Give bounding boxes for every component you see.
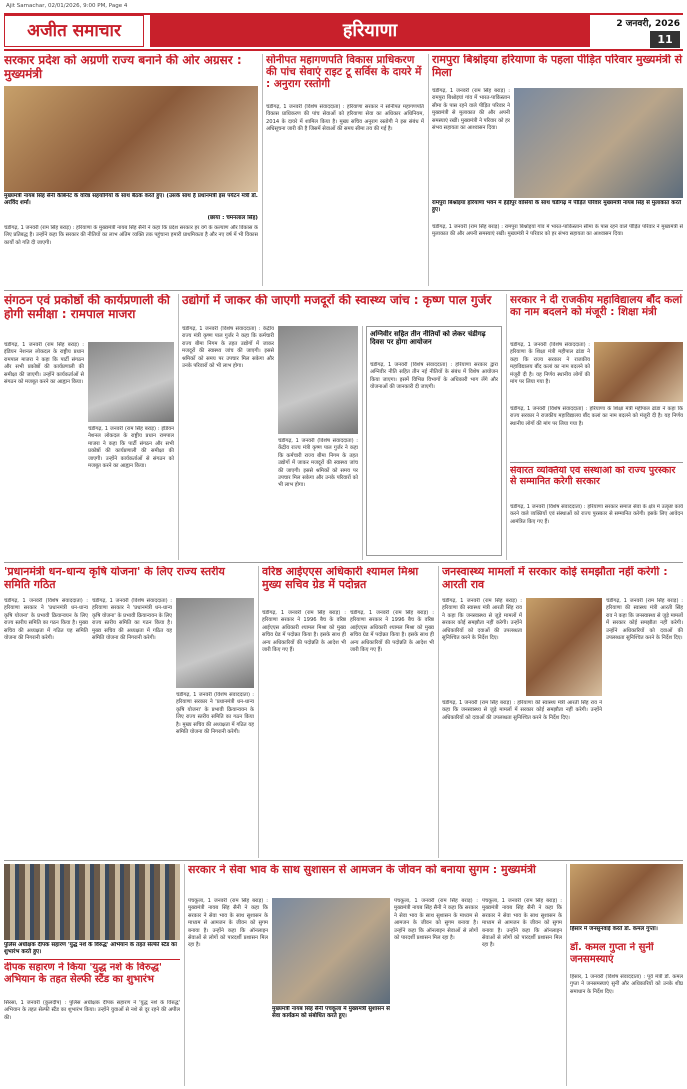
headline-s8: सेवारत व्यक्तियों एवं संस्थाओं को राज्य पुरस्कार से सम्मानित करेगी सरकार [510,466,676,487]
photo-s13 [4,864,180,940]
body-s7: चंडीगढ़, 1 जनवरी (विशेष संवाददाता) : हरियाणा सरकार द्वारा अग्निवीर नीति सहित तीन नई नीतियों के संबंध में विशेष आयोजन किया जाएगा। इसमें विभिन्न विभागों के अधिकारी भाग लेंगे और योजनाओं की जानकारी दी जाएगी। [370,362,498,391]
body-s4-cont: चंडीगढ़, 1 जनवरी (राम सिंह बराड़) : इंडियन नेशनल लोकदल के राष्ट्रीय प्रधान रामपाल माजरा ने कहा कि पार्टी संगठन और सभी प्रकोष्ठों की कार्यप्रणाली की समीक्षा की जाएगी। उन्होंने कार्यकर्ताओं से संगठन को मजबूत करने का आह्वान किया। [88,426,174,470]
story-rule [510,462,683,463]
headline-s2: सोनीपत महागणपति विकास प्राधिकरण की पांच सेवाएं राइट टू सर्विस के दायरे में : अनुराग रस्तोगी [266,54,422,91]
section-rule [4,860,683,861]
body-s14: हिसार, 1 जनवरी (विशेष संवाददाता) : पूर्व मंत्री डॉ. कमल गुप्ता ने जनसमस्याएं सुनीं और अधिकारियों को उनके शीघ्र समाधान के निर्देश दिए। [570,974,683,995]
headline-s1: सरकार प्रदेश को अग्रणी राज्य बनाने की ओर अग्रसर : मुख्यमंत्री [4,54,242,81]
headline-s11: जनस्वास्थ्य मामलों में सरकार कोई समझौता नहीं करेगी : आरती राव [442,566,668,591]
column-rule [566,864,567,1086]
body-s6-cont: चंडीगढ़, 1 जनवरी (विशेष संवाददाता) : हरियाणा के शिक्षा मंत्री महीपाल ढांडा ने कहा कि राज्य सरकार ने राजकीय महाविद्यालय बौंद कलां का नाम बदलने को मंजूरी दी है। यह निर्णय स्थानीय लोगों की मांग पर लिया गया है। [510,406,683,427]
column-rule [262,54,263,286]
column-rule [438,566,439,858]
body-s3-cont: चंडीगढ़, 1 जनवरी (राम सिंह बराड़) : रामपुरा बिश्नोइयां गांव में भारत-पाकिस्तान सीमा के पास रहने वाले पीड़ित परिवार ने मुख्यमंत्री से मुलाकात की और अपनी समस्याएं रखीं। मुख्यमंत्री ने परिवार को हर संभव सहायता का आश्वासन दिया। [432,224,683,238]
section-rule [4,562,683,563]
headline-s10: वरिष्ठ आईएएस अधिकारी श्यामल मिश्रा मुख्य सचिव ग्रेड में पदोन्नत [262,566,419,591]
body-s9: चंडीगढ़, 1 जनवरी (विशेष संवाददाता) : हरियाणा सरकार ने 'प्रधानमंत्री धन-धान्य कृषि योजना' के प्रभावी क्रियान्वयन के लिए राज्य स्तरीय समिति का गठन किया है। मुख्य सचिव की अध्यक्षता में गठित यह समिति योजना की निगरानी करेगी। [4,598,88,642]
body-s5: चंडीगढ़, 1 जनवरी (विशेष संवाददाता) : केंद्रीय राज्य मंत्री कृष्ण पाल गुर्जर ने कहा कि कर्मचारी राज्य बीमा निगम के तहत उद्योगों में जाकर मजदूरों की स्वास्थ्य जांच की जाएगी। इससे श्रमिकों को समय पर उपचार मिल सकेगा और उनके परिवारों को भी लाभ होगा। [182,326,274,370]
photo-s12 [272,898,390,1004]
body-s9-cont: चंडीगढ़, 1 जनवरी (विशेष संवाददाता) : हरियाणा सरकार ने 'प्रधानमंत्री धन-धान्य कृषि योजना' के प्रभावी क्रियान्वयन के लिए राज्य स्तरीय समिति का गठन किया है। मुख्य सचिव की अध्यक्षता में गठित यह समिति योजना की निगरानी करेगी। [92,598,172,642]
headline-s13: दीपक सहारण ने किया 'युद्ध नशे के विरुद्ध' अभियान के तहत सेल्फी स्टैंड का शुभारंभ [4,962,162,985]
caption-s13: पुलिस अधीक्षक दीपक सहारण 'युद्ध नशे के विरुद्ध' अभियान के तहत सेल्फी स्टैंड का शुभारंभ करते हुए। [4,942,177,955]
page-number: 11 [650,31,680,48]
body-s6: चंडीगढ़, 1 जनवरी (विशेष संवाददाता) : हरियाणा के शिक्षा मंत्री महीपाल ढांडा ने कहा कि राज्य सरकार ने राजकीय महाविद्यालय बौंद कलां का नाम बदलने को मंजूरी दी है। यह निर्णय स्थानीय लोगों की मांग पर लिया गया है। [510,342,590,386]
headline-s6: सरकार ने दी राजकीय महाविद्यालय बौंद कलां का नाम बदलने को मंजूरी : शिक्षा मंत्री [510,294,683,319]
accent-rule [4,959,180,960]
headline-s3: रामपुरा बिश्नोइया हरियाणा के पहला पीड़ित परिवार मुख्यमंत्री से मिला [432,54,683,79]
section-title: हरियाणा [150,15,590,47]
column-rule [258,566,259,858]
body-s13: सिरसा, 1 जनवरी (कुलदीप) : पुलिस अधीक्षक दीपक सहारण ने 'युद्ध नशे के विरुद्ध' अभियान के तहत सेल्फी स्टैंड का शुभारंभ किया। उन्होंने युवाओं से नशे से दूर रहने की अपील की। [4,1000,180,1021]
photo-s1 [4,86,258,192]
section-rule [4,290,683,291]
headline-s5: उद्योगों में जाकर की जाएगी मजदूरों की स्वास्थ्य जांच : कृष्ण पाल गुर्जर [182,294,492,307]
photo-credit-s1: (छाया : चमनलाल सिंह) [207,215,258,221]
body-s5-cont: चंडीगढ़, 1 जनवरी (विशेष संवाददाता) : केंद्रीय राज्य मंत्री कृष्ण पाल गुर्जर ने कहा कि कर्मचारी राज्य बीमा निगम के तहत उद्योगों में जाकर मजदूरों की स्वास्थ्य जांच की जाएगी। इससे श्रमिकों को समय पर उपचार मिल सकेगा और उनके परिवारों को भी लाभ होगा। [278,438,358,489]
body-s11: चंडीगढ़, 1 जनवरी (राम सिंह बराड़) : हरियाणा की स्वास्थ्य मंत्री आरती सिंह राव ने कहा कि जनस्वास्थ्य से जुड़े मामलों में सरकार कोई समझौता नहीं करेगी। उन्होंने अधिकारियों को दवाओं की उपलब्धता सुनिश्चित करने के निर्देश दिए। [442,598,522,642]
body-s9-cont2: चंडीगढ़, 1 जनवरी (विशेष संवाददाता) : हरियाणा सरकार ने 'प्रधानमंत्री धन-धान्य कृषि योजना' के प्रभावी क्रियान्वयन के लिए राज्य स्तरीय समिति का गठन किया है। मुख्य सचिव की अध्यक्षता में गठित यह समिति योजना की निगरानी करेगी। [176,692,254,736]
photo-s6 [594,342,683,402]
headline-s7: अग्निवीर सहित तीन नीतियों को लेकर चंडीगढ़ दिवस पर होगा आयोजन [370,330,486,347]
body-s12: पंचकूला, 1 जनवरी (राम सिंह बराड़) : मुख्यमंत्री नायब सिंह सैनी ने कहा कि सरकार ने सेवा भाव के साथ सुशासन के माध्यम से आमजन के जीवन को सुगम बनाया है। उन्होंने कहा कि ऑनलाइन सेवाओं से लोगों को पारदर्शी प्रशासन मिल रहा है। [188,898,268,949]
newspaper-brand: अजीत समाचार [4,15,144,47]
column-rule [184,864,185,1086]
photo-s9 [176,598,254,688]
headline-s12: सरकार ने सेवा भाव के साथ सुशासन से आमजन के जीवन को बनाया सुगम : मुख्यमंत्री [188,864,536,876]
photo-s4 [88,342,174,422]
body-s10: चंडीगढ़, 1 जनवरी (राम सिंह बराड़) : हरियाणा सरकार ने 1996 बैच के वरिष्ठ आईएएस अधिकारी श्यामल मिश्रा को मुख्य सचिव ग्रेड में पदोन्नत किया है। इसके साथ ही अन्य अधिकारियों की पदोन्नति के आदेश भी जारी किए गए हैं। [262,610,346,654]
column-rule [178,294,179,560]
headline-s14: डॉ. कमल गुप्ता ने सुनीं जनसमस्याएं [570,942,654,965]
issue-date: 2 जनवरी, 2026 [616,19,680,29]
caption-s12: मुख्यमंत्री नायब सिंह सैनी पंचकूला में मुख्यमंत्री सुशासन से सेवा कार्यक्रम को संबोधित करते हुए। [272,1006,390,1019]
photo-s3 [514,88,683,198]
body-s8: चंडीगढ़, 1 जनवरी (विशेष संवाददाता) : हरियाणा सरकार समाज सेवा के क्षेत्र में उत्कृष्ट कार्य करने वाले व्यक्तियों एवं संस्थाओं को राज्य पुरस्कार से सम्मानित करेगी। इसके लिए आवेदन आमंत्रित किए गए हैं। [510,504,683,525]
headline-s9: 'प्रधानमंत्री धन-धान्य कृषि योजना' के लिए राज्य स्तरीय समिति गठित [4,566,225,591]
body-s11-cont2: चंडीगढ़, 1 जनवरी (राम सिंह बराड़) : हरियाणा की स्वास्थ्य मंत्री आरती सिंह राव ने कहा कि जनस्वास्थ्य से जुड़े मामलों में सरकार कोई समझौता नहीं करेगी। उन्होंने अधिकारियों को दवाओं की उपलब्धता सुनिश्चित करने के निर्देश दिए। [442,700,602,721]
caption-s14: हिसार में जनसुनवाई करते डॉ. कमल गुप्ता। [570,926,658,932]
body-s12-cont2: पंचकूला, 1 जनवरी (राम सिंह बराड़) : मुख्यमंत्री नायब सिंह सैनी ने कहा कि सरकार ने सेवा भाव के साथ सुशासन के माध्यम से आमजन के जीवन को सुगम बनाया है। उन्होंने कहा कि ऑनलाइन सेवाओं से लोगों को पारदर्शी प्रशासन मिल रहा है। [482,898,562,949]
body-s12-cont: पंचकूला, 1 जनवरी (राम सिंह बराड़) : मुख्यमंत्री नायब सिंह सैनी ने कहा कि सरकार ने सेवा भाव के साथ सुशासन के माध्यम से आमजन के जीवन को सुगम बनाया है। उन्होंने कहा कि ऑनलाइन सेवाओं से लोगों को पारदर्शी प्रशासन मिल रहा है। [394,898,478,942]
body-s11-cont: चंडीगढ़, 1 जनवरी (राम सिंह बराड़) : हरियाणा की स्वास्थ्य मंत्री आरती सिंह राव ने कहा कि जनस्वास्थ्य से जुड़े मामलों में सरकार कोई समझौता नहीं करेगी। उन्होंने अधिकारियों को दवाओं की उपलब्धता सुनिश्चित करने के निर्देश दिए। [606,598,683,642]
print-info: Ajit Samachar, 02/01/2026, 9:00 PM, Page 4 [6,3,128,9]
body-s3: चंडीगढ़, 1 जनवरी (राम सिंह बराड़) : रामपुरा बिश्नोइयां गांव में भारत-पाकिस्तान सीमा के पास रहने वाले पीड़ित परिवार ने मुख्यमंत्री से मुलाकात की और अपनी समस्याएं रखीं। मुख्यमंत्री ने परिवार को हर संभव सहायता का आश्वासन दिया। [432,88,510,132]
body-s1: चंडीगढ़, 1 जनवरी (राम सिंह बराड़) : हरियाणा के मुख्यमंत्री नायब सिंह सैनी ने कहा कि प्रदेश सरकार हर वर्ग के कल्याण और विकास के लिए प्रतिबद्ध है। उन्होंने कहा कि सरकार की नीतियों का लाभ अंतिम व्यक्ति तक पहुंचाना हमारी प्राथमिकता है और नए वर्ष में भी विकास कार्यों को गति दी जाएगी। [4,225,258,246]
photo-s11 [526,598,602,696]
column-rule [506,294,507,560]
photo-s5 [278,326,358,434]
body-s10-cont: चंडीगढ़, 1 जनवरी (राम सिंह बराड़) : हरियाणा सरकार ने 1996 बैच के वरिष्ठ आईएएस अधिकारी श्यामल मिश्रा को मुख्य सचिव ग्रेड में पदोन्नत किया है। इसके साथ ही अन्य अधिकारियों की पदोन्नति के आदेश भी जारी किए गए हैं। [350,610,434,654]
body-s4: चंडीगढ़, 1 जनवरी (राम सिंह बराड़) : इंडियन नेशनल लोकदल के राष्ट्रीय प्रधान रामपाल माजरा ने कहा कि पार्टी संगठन और सभी प्रकोष्ठों की कार्यप्रणाली की समीक्षा की जाएगी। उन्होंने कार्यकर्ताओं से संगठन को मजबूत करने का आह्वान किया। [4,342,84,386]
body-s2: चंडीगढ़, 1 जनवरी (विशेष संवाददाता) : हरियाणा सरकार ने सोनीपत महागणपति विकास प्राधिकरण की पांच सेवाओं को हरियाणा सेवा का अधिकार अधिनियम, 2014 के दायरे में शामिल किया है। मुख्य सचिव अनुराग रस्तोगी ने इस संबंध में अधिसूचना जारी की है जिसमें सेवाओं की समय सीमा तय की गई है। [266,104,424,133]
column-rule [362,326,363,560]
column-rule [428,54,429,286]
caption-s1: मुख्यमंत्री नायब सिंह सैनी कैबिनेट के वरिष्ठ सहयोगियों के साथ बैठक करते हुए। (उसके साथ हैं प्रधानमंत्री इस पर्यटन मंत्री डॉ. अरविंद शर्मा। [4,193,258,206]
photo-s14 [570,864,683,924]
headline-s4: संगठन एवं प्रकोष्ठों की कार्यप्रणाली की होगी समीक्षा : रामपाल माजरा [4,294,170,321]
caption-s3: रामपुरा बिश्नोइयां हरियाणा भवन में हेड़ीपुर वासियों के साथ चंडीगढ़ में पीड़ित परिवार मुख्यमंत्री नायब सिंह से मुलाकात करते हुए। [432,200,682,213]
